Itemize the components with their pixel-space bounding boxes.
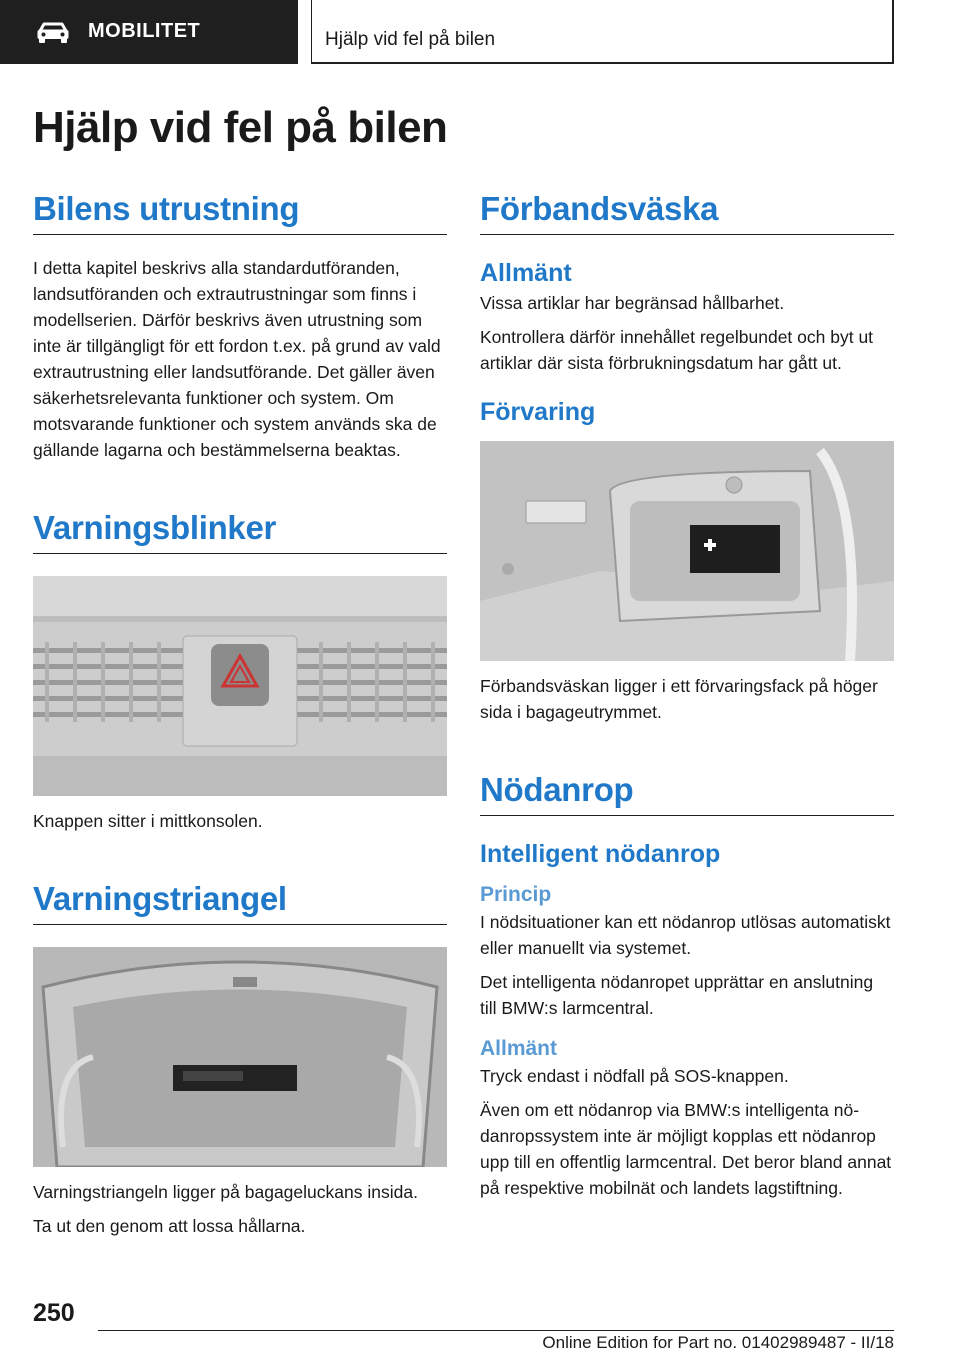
heading-warning-triangle: Varningstriangel	[33, 880, 447, 925]
left-column	[33, 190, 447, 1239]
kit-general-text-1: Vissa artiklar har begränsad hållbarhet.	[480, 293, 785, 313]
principle-text-2: Det intelligenta nödanropet upprättar en anslutning till BMW:s larmcentral.	[480, 972, 874, 1018]
emergency-general-text-2: Även om ett nödanrop via BMW:s intelligenta nödanropssystem inte är möjligt kopplas ett nödanrop upp till en offentlig larmcentral. Det beror bland annat på respektive mobilnät och landets lagstiftning.	[480, 1100, 892, 1198]
first-aid-kit-image	[480, 441, 894, 661]
right-column	[480, 190, 894, 1201]
footer-divider	[98, 1330, 894, 1331]
heading-emergency-call: Nödanrop	[480, 771, 894, 816]
triangle-caption-1: Varningstriangeln ligger på bagageluckans insida.	[33, 1182, 418, 1202]
hazard-button-image	[33, 576, 447, 796]
triangle-caption-2: Ta ut den genom att lossa hållarna.	[33, 1216, 306, 1236]
footer-edition: Online Edition for Part no. 01402989487 - II/18	[542, 1333, 894, 1352]
kit-storage-caption: Förbandsväskan ligger i ett förvaringsfack på höger sida i bagageutrymmet.	[480, 676, 878, 722]
page-number: 250	[33, 1299, 75, 1327]
kit-general-text-2: Kontrollera därför innehållet regelbundet och byt ut artiklar där sista förbrukningsdatum har gått ut.	[480, 327, 874, 373]
page-header	[0, 0, 960, 66]
header-section-title	[311, 0, 894, 64]
equipment-text: I detta kapitel beskrivs alla standardutföranden, landsutföranden och extrautrustningar som finns i modellserien. Därför beskrivs även utrustning som inte är tillgängligt för ett fordon t.ex. på grund av vald extrautrustning eller landsutförande. Det gäller även säkerhetsrelevanta funktioner och system. Om motsvarande funktioner och system används ska de gällande lagarna och bestämmelserna beaktas.	[33, 258, 441, 460]
heading-intelligent-emergency-call: Intelligent nödanrop	[480, 840, 721, 868]
heading-kit-general: Allmänt	[480, 259, 572, 287]
heading-emergency-general: Allmänt	[480, 1037, 558, 1060]
car-icon	[36, 22, 70, 44]
page-title: Hjälp vid fel på bilen	[33, 103, 448, 152]
warning-triangle-image	[33, 947, 447, 1167]
hazard-caption: Knappen sitter i mittkonsolen.	[33, 811, 263, 831]
heading-kit-storage: Förvaring	[480, 398, 596, 426]
principle-text-1: I nödsituationer kan ett nödanrop utlösas automatiskt eller manuellt via systemet.	[480, 912, 891, 958]
heading-vehicle-equipment: Bilens utrustning	[33, 190, 447, 235]
heading-principle: Princip	[480, 883, 552, 906]
heading-hazard-lights: Varningsblinker	[33, 509, 447, 554]
emergency-general-text-1: Tryck endast i nödfall på SOS-knappen.	[480, 1066, 789, 1086]
section-label: Hjälp vid fel på bilen	[325, 29, 496, 50]
heading-first-aid-kit: Förbandsväska	[480, 190, 894, 235]
chapter-tab	[0, 0, 298, 64]
chapter-label: MOBILITET	[88, 20, 201, 42]
